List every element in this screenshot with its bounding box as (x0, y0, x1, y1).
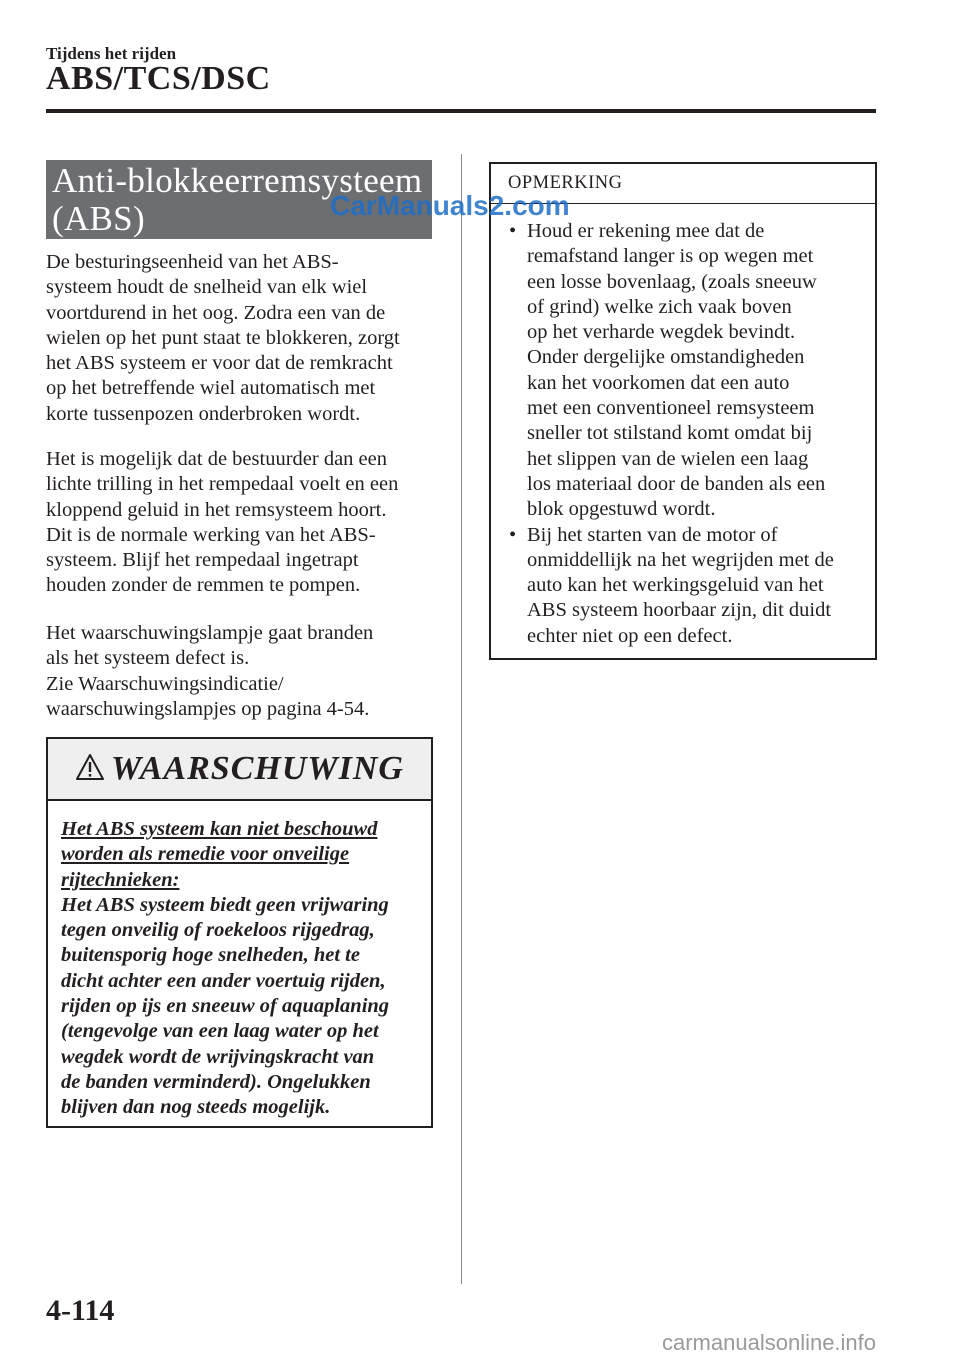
text-line: Zie Waarschuwingsindicatie/ (46, 672, 284, 695)
warning-underlined-line: worden als remedie voor onveilige (61, 843, 350, 866)
warning-line: Het ABS systeem biedt geen vrijwaring (61, 893, 389, 916)
text-line: systeem houdt de snelheid van elk wiel (46, 276, 368, 299)
warning-line: (tengevolge van een laag water op het (61, 1020, 379, 1043)
note-line: ABS systeem hoorbaar zijn, dit duidt (527, 599, 832, 622)
bullet-icon: • (509, 220, 517, 242)
page-number: 4-114 (46, 1294, 115, 1327)
paragraph-3 (46, 621, 446, 722)
section-title: ABS/TCS/DSC (46, 60, 271, 97)
banner-line-1: Anti-blokkeerremsysteem (52, 161, 423, 200)
note-line: met een conventioneel remsysteem (527, 397, 815, 420)
text-line: Het is mogelijk dat de bestuurder dan een (46, 448, 387, 470)
note-line: Onder dergelijke omstandigheden (527, 346, 805, 369)
text-line: kloppend geluid in het remsysteem hoort. (46, 498, 387, 521)
warning-line: de banden verminderd). Ongelukken (61, 1070, 371, 1093)
watermark-bottom[interactable]: carmanualsonline.info (662, 1330, 877, 1355)
warning-line: dicht achter een ander voertuig rijden, (61, 969, 386, 992)
warning-body (48, 801, 431, 1121)
column-divider (461, 154, 462, 1284)
text-line: als het systeem defect is. (46, 647, 250, 670)
text-line: op het betreffende wiel automatisch met (46, 377, 376, 400)
text-line: voortdurend in het oog. Zodra een van de (46, 301, 386, 324)
text-line: houden zonder de remmen te pompen. (46, 574, 361, 597)
text-line: korte tussenpozen onderbroken wordt. (46, 402, 361, 425)
warning-line: buitensporig hoge snelheden, het te (61, 944, 360, 967)
watermark-top[interactable]: CarManuals2.com (330, 190, 570, 221)
header-rule (46, 109, 876, 113)
warning-triangle-icon (75, 753, 105, 786)
warning-box (46, 737, 433, 1128)
warning-underlined-line: Het ABS systeem kan niet beschouwd (61, 818, 378, 840)
note-line: los materiaal door de banden als een (527, 472, 826, 495)
note-item (505, 219, 875, 523)
note-line: Houd er rekening mee dat de (527, 220, 765, 242)
chapter-label: Tijdens het rijden (46, 44, 177, 63)
note-line: of grind) welke zich vaak boven (527, 295, 792, 318)
note-line: een losse bovenlaag, (zoals sneeuw (527, 270, 817, 293)
note-line: echter niet op een defect. (527, 624, 733, 647)
paragraph-2 (46, 447, 446, 599)
note-line: kan het voorkomen dat een auto (527, 371, 790, 394)
warning-underlined-line: rijtechnieken: (61, 868, 180, 891)
text-line: Dit is de normale werking van het ABS- (46, 523, 376, 546)
note-body (491, 204, 875, 649)
warning-line: blijven dan nog steeds mogelijk. (61, 1096, 331, 1119)
note-line: auto kan het werkingsgeluid van het (527, 574, 824, 597)
note-line: sneller tot stilstand komt omdat bij (527, 422, 813, 445)
text-line: De besturingseenheid van het ABS- (46, 251, 339, 273)
warning-title: WAARSCHUWING (111, 750, 404, 787)
note-item (505, 523, 875, 649)
banner-line-2: (ABS) (52, 199, 145, 238)
text-line: waarschuwingslampjes op pagina 4-54. (46, 697, 370, 720)
warning-line: tegen onveilig of roekeloos rijgedrag, (61, 919, 375, 942)
note-box (489, 162, 877, 660)
bullet-icon: • (509, 523, 517, 546)
note-title: OPMERKING (491, 164, 875, 204)
note-line: blok opgestuwd wordt. (527, 498, 716, 521)
text-line: het ABS systeem er voor dat de remkracht (46, 352, 393, 375)
note-line: onmiddellijk na het wegrijden met de (527, 548, 834, 571)
note-line: op het verharde wegdek bevindt. (527, 321, 796, 344)
warning-line: wegdek wordt de wrijvingskracht van (61, 1045, 375, 1068)
text-line: systeem. Blijf het rempedaal ingetrapt (46, 549, 359, 572)
note-line: Bij het starten van de motor of (527, 523, 778, 546)
warning-line: rijden op ijs en sneeuw of aquaplaning (61, 995, 390, 1018)
note-line: remafstand langer is op wegen met (527, 245, 814, 268)
text-line: wielen op het punt staat te blokkeren, zorgt (46, 326, 400, 349)
note-line: het slippen van de wielen een laag (527, 447, 809, 470)
paragraph-1 (46, 250, 446, 427)
text-line: lichte trilling in het rempedaal voelt en een (46, 473, 399, 496)
warning-header (48, 739, 431, 801)
text-line: Het waarschuwingslampje gaat branden (46, 622, 374, 644)
